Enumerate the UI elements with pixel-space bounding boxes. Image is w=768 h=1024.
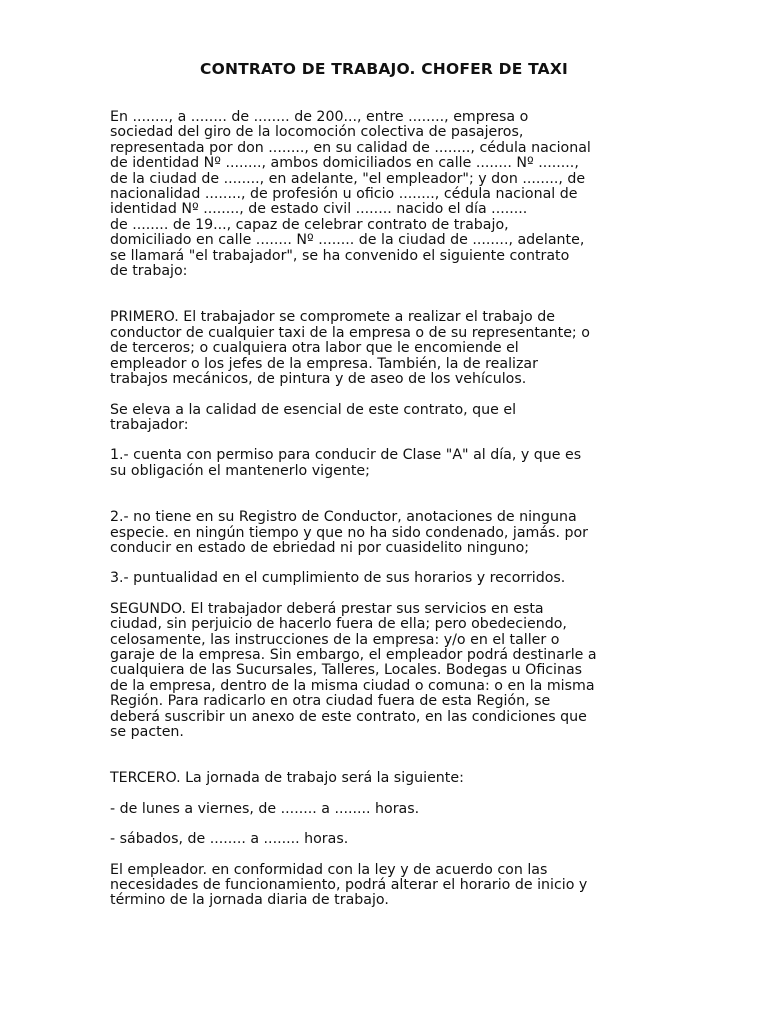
paragraph-gap — [110, 279, 670, 310]
document-body — [110, 110, 670, 909]
condition-item-1: 1.- cuenta con permiso para conducir de Clase "A" al día, y que es su obligación el mantenerlo vigente; — [110, 447, 582, 479]
schedule-change-paragraph: El empleador. en conformidad con la ley y de acuerdo con las necesidades de funcionamiento, podrá alterar el horario de inicio y término de la jornada diaria de trabajo. — [110, 861, 588, 909]
schedule-weekdays: - de lunes a viernes, de ........ a ........ horas. — [110, 800, 420, 817]
paragraph-gap — [110, 388, 670, 403]
intro-paragraph: En ........, a ........ de ........ de 200..., entre ........, empresa o sociedad del giro de la locomoción colectiva de pasajeros, representada por don ........, en su calidad de ........, cédula nacional de identidad Nº ........, ambos domiciliados en calle ........ Nº ........, de la ciudad de ........, en adelante, "el empleador"; y don ........, de nacionalidad ........, de profesión u oficio ........, cédula nacional de identidad Nº ........, de estado civil ........ nacido el día ........ de ........ de 19..., capaz de celebrar contrato de trabajo, domiciliado en calle ........ Nº ........ de la ciudad de ........, adelante, se llamará "el trabajador", se ha convenido el siguiente contrato de trabajo: — [110, 109, 591, 280]
document-title: CONTRATO DE TRABAJO. CHOFER DE TAXI — [200, 60, 568, 78]
clause-primero: PRIMERO. El trabajador se compromete a realizar el trabajo de conductor de cualquier taxi de la empresa o de su representante; o de terceros; o cualquiera otra labor que le encomiende el empleador o los jefes de la empresa. También, la de realizar trabajos mecánicos, de pintura y de aseo de los vehículos. — [110, 309, 590, 388]
clause-tercero: TERCERO. La jornada de trabajo será la siguiente: — [110, 770, 464, 787]
paragraph-gap — [110, 787, 670, 802]
clause-segundo: SEGUNDO. El trabajador deberá prestar sus servicios en esta ciudad, sin perjuicio de hacerlo fuera de ella; pero obedeciendo, celosamente, las instrucciones de la empresa: y/o en el taller o garaje de la empresa. Sin embargo, el empleador podrá destinarle a cualquiera de las Sucursales, Talleres, Locales. Bodegas u Oficinas de la empresa, dentro de la misma ciudad o comuna: o en la misma Región. Para radicarlo en otra ciudad fuera de esta Región, se deberá suscribir un anexo de este contrato, en las condiciones que se pacten. — [110, 600, 597, 740]
schedule-saturdays: - sábados, de ........ a ........ horas. — [110, 831, 349, 848]
paragraph-gap — [110, 587, 670, 602]
paragraph-gap — [110, 479, 670, 510]
paragraph-gap — [110, 556, 670, 571]
essential-conditions-intro: Se eleva a la calidad de esencial de este contrato, que el trabajador: — [110, 401, 517, 433]
condition-item-3: 3.- puntualidad en el cumplimiento de sus horarios y recorridos. — [110, 570, 566, 587]
paragraph-gap — [110, 740, 670, 771]
paragraph-gap — [110, 433, 670, 448]
condition-item-2: 2.- no tiene en su Registro de Conductor, anotaciones de ninguna especie. en ningún tiempo y que no ha sido condenado, jamás. por conducir en estado de ebriedad ni por cuasidelito ninguno; — [110, 509, 588, 556]
paragraph-gap — [110, 817, 670, 832]
paragraph-gap — [110, 848, 670, 863]
